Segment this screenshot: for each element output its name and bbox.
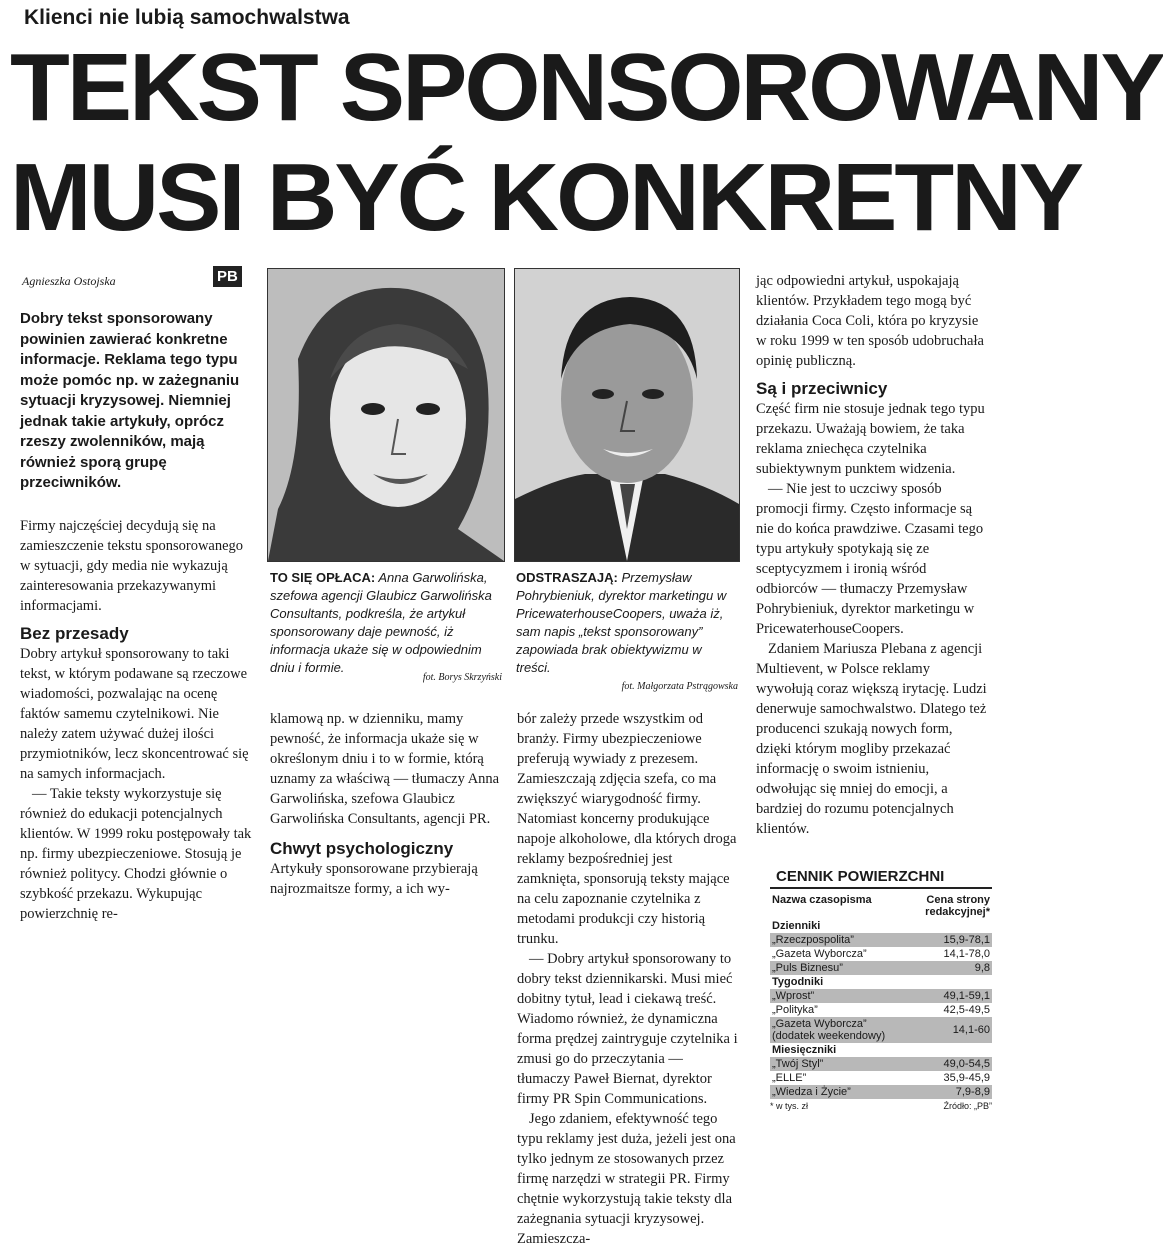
page-price: 15,9-78,1: [908, 933, 992, 947]
table-header-row: [770, 893, 992, 919]
publication-name: „ELLE”: [772, 1072, 807, 1084]
section-row: [770, 1043, 992, 1057]
table-row: [770, 1071, 992, 1085]
paragraph: — Dobry artykuł sponsorowany to dobry tekst dziennikarski. Musi mieć dobitny tytuł, lead i ciekawą treść. Wiadomo również, że dynamiczna forma prędzej zaintryguje czytelnika i zmusi go do przeczytania — tłumaczy Paweł Biernat, dyrektor firmy PR Spin Communications.: [517, 951, 738, 1107]
column-2: [270, 709, 502, 899]
cennik-title: CENNIK POWIERZCHNI: [770, 866, 992, 889]
author-byline: Agnieszka Ostojska: [22, 274, 116, 288]
portrait-man-image: [515, 269, 739, 561]
paragraph: Dobry artykuł sponsorowany to taki tekst, w którym podawane są rzeczowe wiadomości, pozwalając na ocenę faktów samemu czytelnikowi. Nie należy zatem używać dużej ilości przymiotników, lecz skoncentrować się na samych informacjach.: [20, 646, 249, 782]
photo-anna-garwolinska: [267, 268, 505, 562]
publication-name: „Puls Biznesu”: [770, 961, 908, 975]
column-3: [517, 709, 739, 1249]
section-row: [770, 975, 992, 989]
caption-head: TO SIĘ OPŁACA:: [270, 570, 376, 585]
publication-name: „Wiedza i Życie”: [770, 1085, 908, 1099]
caption-text: Anna Garwolińska, szefowa agencji Glaubicz Garwolińska Consultants, podkreśla, że artykuł sponsorowany daje pewność, iż informacja ukaże się w odpowiednim dniu i formie.: [270, 570, 492, 675]
publication-name: „Gazeta Wyborcza” (dodatek weekendowy): [770, 1017, 908, 1043]
headline-line-2: MUSI BYĆ KONKRETNY: [10, 144, 1082, 251]
page-price: [908, 975, 992, 989]
publication-name: „Twój Styl”: [770, 1057, 908, 1071]
table-row: [770, 1017, 992, 1043]
cennik-table: [770, 893, 992, 1099]
publication-name: „Rzeczpospolita”: [770, 933, 908, 947]
section-row: [770, 919, 992, 933]
paragraph: jąc odpowiedni artykuł, uspokajają klientów. Przykładem tego mogą być działania Coca Coli, która po kryzysie w roku 1999 w ten sposób udobruchała opinię publiczną.: [756, 273, 984, 369]
paragraph: klamową np. w dzienniku, mamy pewność, że informacja ukaże się w określonym dniu i to w formie, którą uznamy za właściwą — tłumaczy Anna Garwolińska, szefowa Glaubicz Garwolińska Consultants, agencji PR.: [270, 711, 500, 827]
photo-1-caption: [270, 569, 502, 677]
paragraph: Jego zdaniem, efektywność tego typu reklamy jest duża, jeżeli jest ona tylko jednym ze stosowanych przez firmę narzędzi w strategii PR. Firmy chętnie wykorzystują takie teksty dla zażegnania sytuacji kryzysowej. Zamieszcza-: [517, 1111, 736, 1247]
table-row: [770, 1085, 992, 1099]
page-price: 9,8: [908, 961, 992, 975]
section-label: Tygodniki: [772, 976, 824, 988]
publication-name: „Wprost”: [770, 989, 908, 1003]
portrait-woman-image: [268, 269, 504, 561]
paragraph: — Takie teksty wykorzystuje się również do edukacji potencjalnych klientów. W 1999 roku postępowały tak np. firmy ubezpieczeniowe. Stosują je również politycy. Chodzi głównie o szybkość przekazu. Wykupując powierzchnię re-: [20, 786, 252, 922]
table-row: [770, 1003, 992, 1017]
headline-line-1: TEKST SPONSOROWANY: [10, 34, 1163, 141]
kicker: Klienci nie lubią samochwalstwa: [24, 6, 350, 29]
section-label: Dzienniki: [772, 920, 821, 932]
caption-text: Przemysław Pohrybieniuk, dyrektor marketingu w PricewaterhouseCoopers, uważa iż, sam napis „tekst sponsorowany” zapowiada brak obiektywizmu w treści.: [516, 570, 727, 675]
page-price: 14,1-78,0: [943, 948, 990, 960]
source: Źródło: „PB”: [943, 1101, 992, 1111]
publication-name: „Gazeta Wyborcza”: [772, 948, 867, 960]
page-price: 49,0-54,5: [908, 1057, 992, 1071]
photo-1-credit: fot. Borys Skrzyński: [422, 672, 502, 683]
footnote: * w tys. zł: [770, 1101, 809, 1111]
table-row: [770, 947, 992, 961]
table-row: [770, 961, 992, 975]
subheading-bez-przesady: Bez przesady: [20, 624, 129, 643]
column-1: [20, 516, 252, 924]
paragraph: bór zależy przede wszystkim od branży. Firmy ubezpieczeniowe preferują wywiady z prezesem. Zamieszczają zdjęcia szefa, co ma zwiększyć wiarygodność firmy. Natomiast koncerny produkujące napoje alkoholowe, dla których droga reklamy bezpośredniej jest zamknięta, sponsorują teksty mające na celu zapoznanie czytelnika z metodami produkcji czy historią trunku.: [517, 711, 737, 947]
photo-przemyslaw-pohrybieniuk: [514, 268, 740, 562]
page-price: 7,9-8,9: [908, 1085, 992, 1099]
cennik-footer: [770, 1101, 992, 1111]
page-price: [908, 919, 992, 933]
table-row: [770, 989, 992, 1003]
paragraph: Artykuły sponsorowane przybierają najrozmaitsze formy, a ich wy-: [270, 861, 478, 897]
publication-name: „Polityka”: [772, 1004, 818, 1016]
page-price: 35,9-45,9: [943, 1072, 990, 1084]
page-price: 49,1-59,1: [908, 989, 992, 1003]
photo-2-credit: fot. Małgorzata Pstrągowska: [621, 681, 738, 692]
paragraph: Firmy najczęściej decydują się na zamieszczenie tekstu sponsorowanego w sytuacji, gdy media nie wykazują zainteresowania przekazywanymi informacjami.: [20, 518, 244, 614]
column-header-price: Cena strony redakcyjnej*: [925, 894, 990, 918]
column-header-name: Nazwa czasopisma: [772, 894, 872, 906]
cennik-box: [770, 866, 992, 1111]
section-label: Miesięczniki: [772, 1044, 837, 1056]
pb-badge: PB: [213, 266, 242, 287]
table-row: [770, 933, 992, 947]
column-4: [756, 271, 988, 839]
caption-head: ODSTRASZAJĄ:: [516, 570, 618, 585]
page-price: 42,5-49,5: [943, 1004, 990, 1016]
paragraph: — Nie jest to uczciwy sposób promocji firmy. Często informacje są nie do końca prawdziwe. Czasami tego typu artykuły spotykają się ze sceptycyzmem i ironią wśród odbiorców — tłumaczy Przemysław Pohrybieniuk, dyrektor marketingu w PricewaterhouseCoopers.: [756, 481, 984, 637]
subheading-chwyt-psychologiczny: Chwyt psychologiczny: [270, 839, 454, 858]
subheading-sa-i-przeciwnicy: Są i przeciwnicy: [756, 379, 888, 398]
paragraph: Część firm nie stosuje jednak tego typu przekazu. Uważają bowiem, że taka reklama zniechęca czytelnika subiektywnym punktem widzenia.: [756, 401, 985, 477]
page-price: 14,1-60: [908, 1017, 992, 1043]
photo-2-caption: [516, 569, 738, 677]
paragraph: Zdaniem Mariusza Plebana z agencji Multievent, w Polsce reklamy wywołują coraz większą irytację. Ludzi denerwuje samochwalstwo. Dlatego też producenci szukają nowych form, dzięki którym mogliby przekazać informację o swoim istnieniu, odwołując się mniej do emocji, a bardziej do rozumu potencjalnych klientów.: [756, 641, 987, 837]
table-row: [770, 1057, 992, 1071]
page-price: [908, 1043, 992, 1057]
lead-paragraph: Dobry tekst sponsorowany powinien zawierać konkretne informacje. Reklama tego typu może pomóc np. w zażegnaniu sytuacji kryzysowej. Niemniej jednak takie artykuły, oprócz rzeszy zwolenników, mają również sporą grupę przeciwników.: [20, 310, 240, 491]
